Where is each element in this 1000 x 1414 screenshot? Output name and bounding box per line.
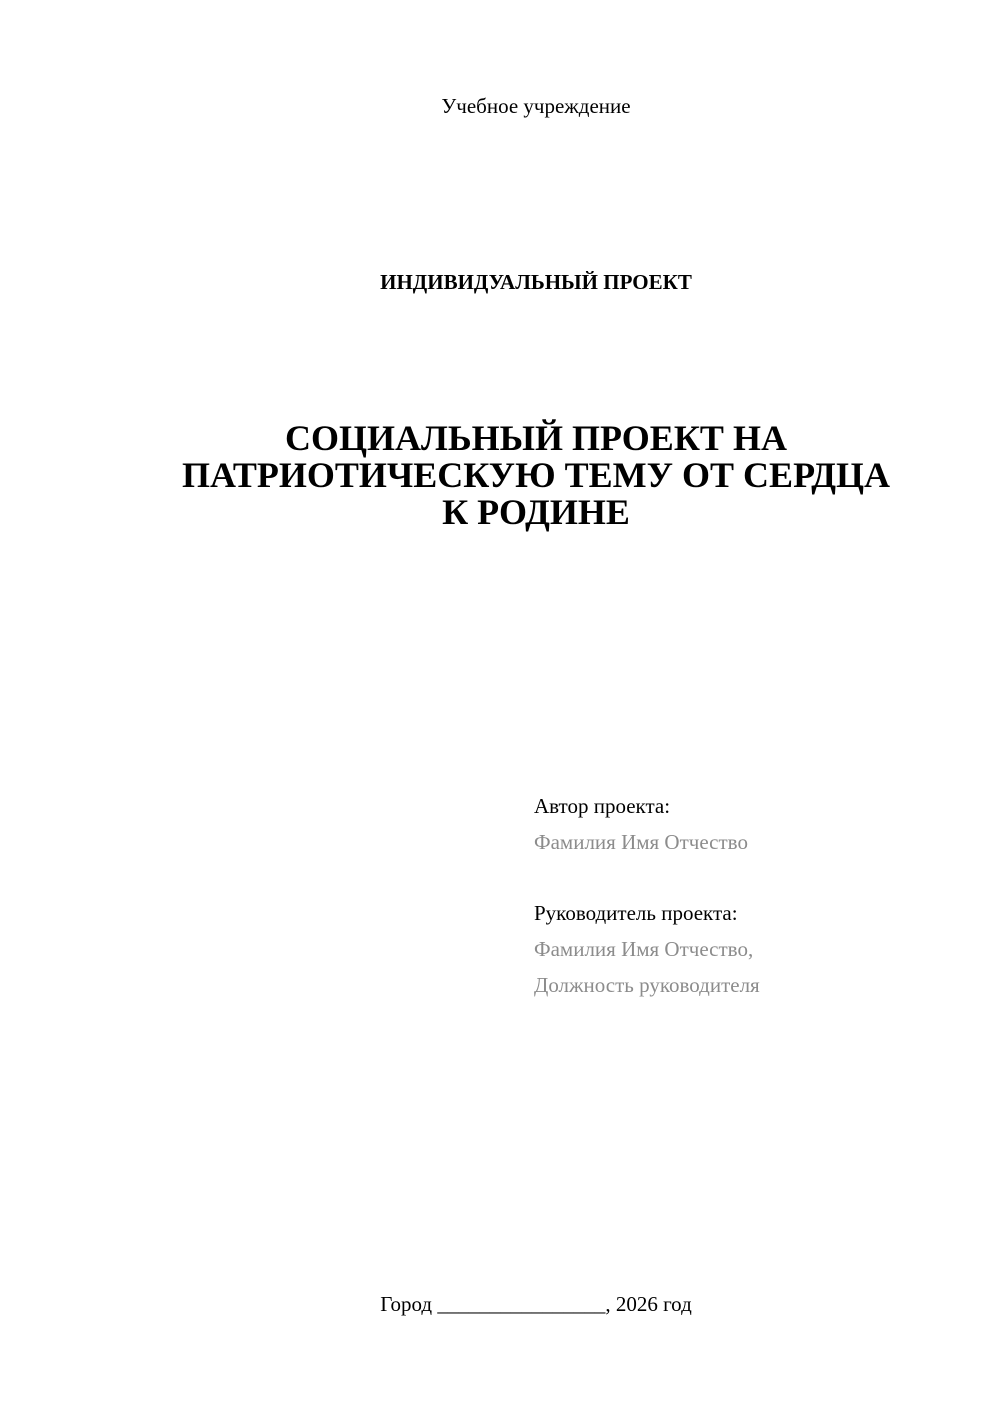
supervisor-position: Должность руководителя (534, 973, 760, 997)
credits-spacer (534, 860, 974, 895)
institution-name: Учебное учреждение (441, 94, 631, 118)
document-type: ИНДИВИДУАЛЬНЫЙ ПРОЕКТ (380, 270, 692, 294)
credits-block (534, 788, 974, 1003)
project-title-line: ПАТРИОТИЧЕСКУЮ ТЕМУ ОТ СЕРДЦА (182, 455, 890, 495)
city-year-footer: Город ________________, 2026 год (380, 1292, 692, 1316)
supervisor-label: Руководитель проекта: (534, 901, 738, 925)
project-title-line: К РОДИНЕ (442, 492, 630, 532)
project-title-line: СОЦИАЛЬНЫЙ ПРОЕКТ НА (285, 418, 787, 458)
supervisor-name: Фамилия Имя Отчество, (534, 937, 754, 961)
author-name: Фамилия Имя Отчество (534, 830, 748, 854)
author-label: Автор проекта: (534, 794, 671, 818)
project-title (140, 420, 932, 531)
